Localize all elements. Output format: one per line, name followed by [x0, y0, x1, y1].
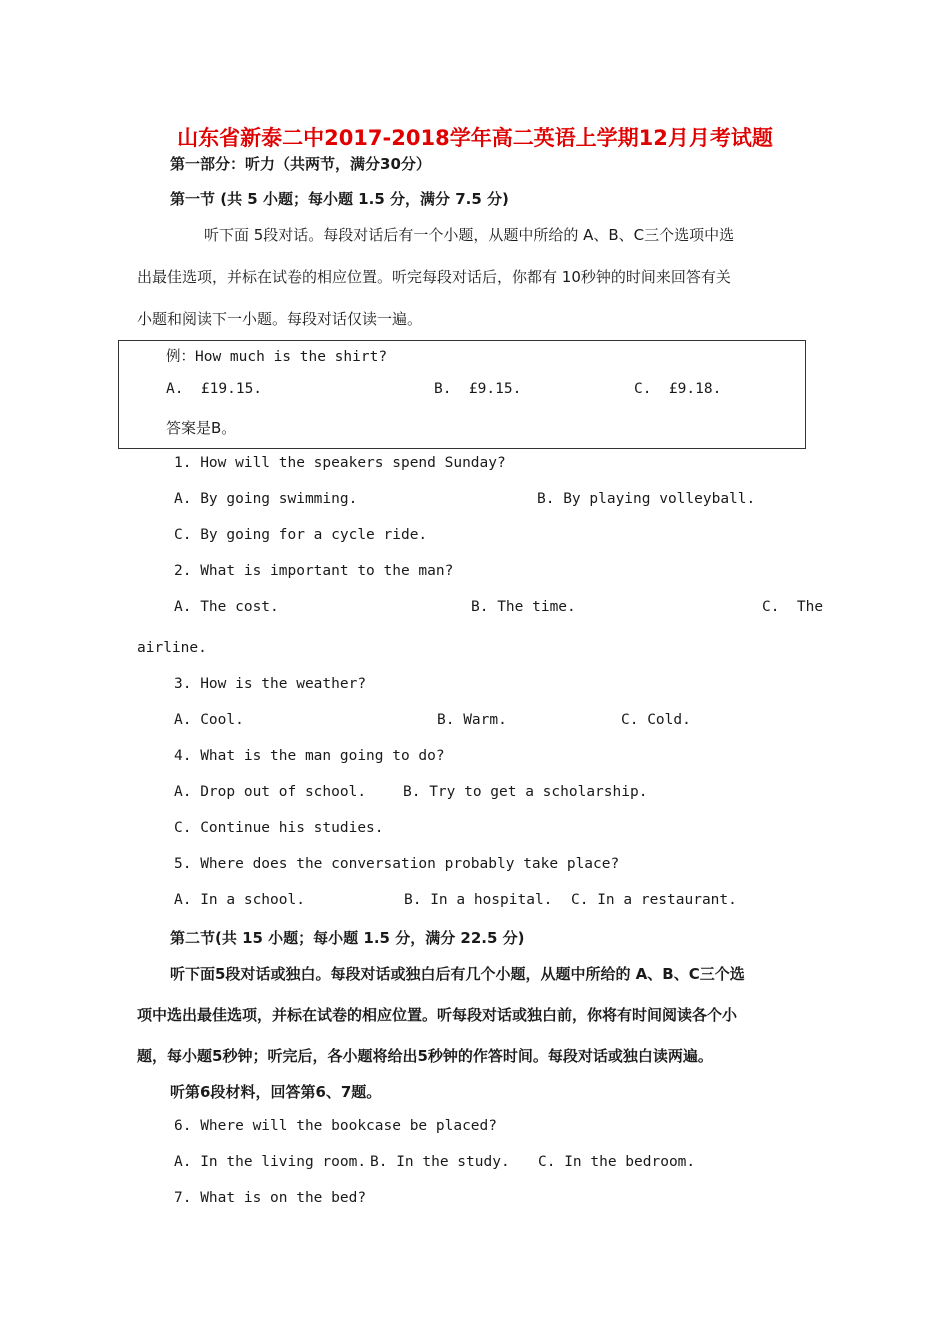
q6-option-c: C. In the bedroom. [538, 1154, 696, 1170]
question-6: 6. Where will the bookcase be placed? [174, 1118, 498, 1134]
example-option-a: A. £19.15. [166, 381, 263, 397]
section2-instruction-line: 项中选出最佳选项，并标在试卷的相应位置。听每段对话或独白前，你将有时间阅读各个小 [137, 1006, 738, 1024]
question-4: 4. What is the man going to do? [174, 748, 445, 764]
q5-option-b: B. In a hospital. [404, 892, 553, 908]
q1-option-a: A. By going swimming. [174, 491, 358, 507]
q1-option-b: B. By playing volleyball. [537, 491, 756, 507]
section2-heading: 第二节(共 15 小题；每小题 1.5 分，满分 22.5 分) [170, 929, 525, 947]
section1-instruction-line: 出最佳选项，并标在试卷的相应位置。听完每段对话后，你都有 10秒钟的时间来回答有关 [137, 268, 731, 286]
q2-option-b: B. The time. [471, 599, 576, 615]
q3-option-a: A. Cool. [174, 712, 244, 728]
question-5: 5. Where does the conversation probably take place? [174, 856, 620, 872]
section2-instruction-line: 听下面5段对话或独白。每段对话或独白后有几个小题，从题中所给的 A、B、C三个选 [170, 965, 745, 983]
q4-option-a: A. Drop out of school. [174, 784, 367, 800]
q5-option-c: C. In a restaurant. [571, 892, 737, 908]
question-1: 1. How will the speakers spend Sunday? [174, 455, 506, 471]
question-7: 7. What is on the bed? [174, 1190, 367, 1206]
q4-option-c: C. Continue his studies. [174, 820, 384, 836]
section1-heading: 第一节 (共 5 小题；每小题 1.5 分，满分 7.5 分) [170, 190, 509, 208]
q2-option-c-cont: airline. [137, 640, 207, 656]
part1-heading: 第一部分：听力（共两节，满分30分） [170, 155, 431, 173]
example-answer: 答案是B。 [166, 419, 237, 437]
q2-option-c: C. The [762, 599, 824, 615]
example-option-b: B. £9.15. [434, 381, 522, 397]
q3-option-c: C. Cold. [621, 712, 691, 728]
document-title: 山东省新泰二中2017-2018学年高二英语上学期12月月考试题 [177, 126, 773, 150]
section2-instruction-line: 题，每小题5秒钟；听完后，各小题将给出5秒钟的作答时间。每段对话或独白读两遍。 [137, 1047, 713, 1065]
question-3: 3. How is the weather? [174, 676, 367, 692]
section1-instruction-line: 小题和阅读下一小题。每段对话仅读一遍。 [137, 310, 423, 328]
q5-option-a: A. In a school. [174, 892, 305, 908]
q6-option-a: A. In the living room. [174, 1154, 367, 1170]
q3-option-b: B. Warm. [437, 712, 507, 728]
q6-option-b: B. In the study. [370, 1154, 510, 1170]
q2-option-a: A. The cost. [174, 599, 279, 615]
material-6-heading: 听第6段材料，回答第6、7题。 [170, 1083, 382, 1101]
example-question: 例：How much is the shirt? [166, 349, 388, 365]
example-option-c: C. £9.18. [634, 381, 722, 397]
section1-instruction-line: 听下面 5段对话。每段对话后有一个小题，从题中所给的 A、B、C三个选项中选 [204, 226, 735, 244]
q4-option-b: B. Try to get a scholarship. [403, 784, 648, 800]
question-2: 2. What is important to the man? [174, 563, 454, 579]
q1-option-c: C. By going for a cycle ride. [174, 527, 428, 543]
